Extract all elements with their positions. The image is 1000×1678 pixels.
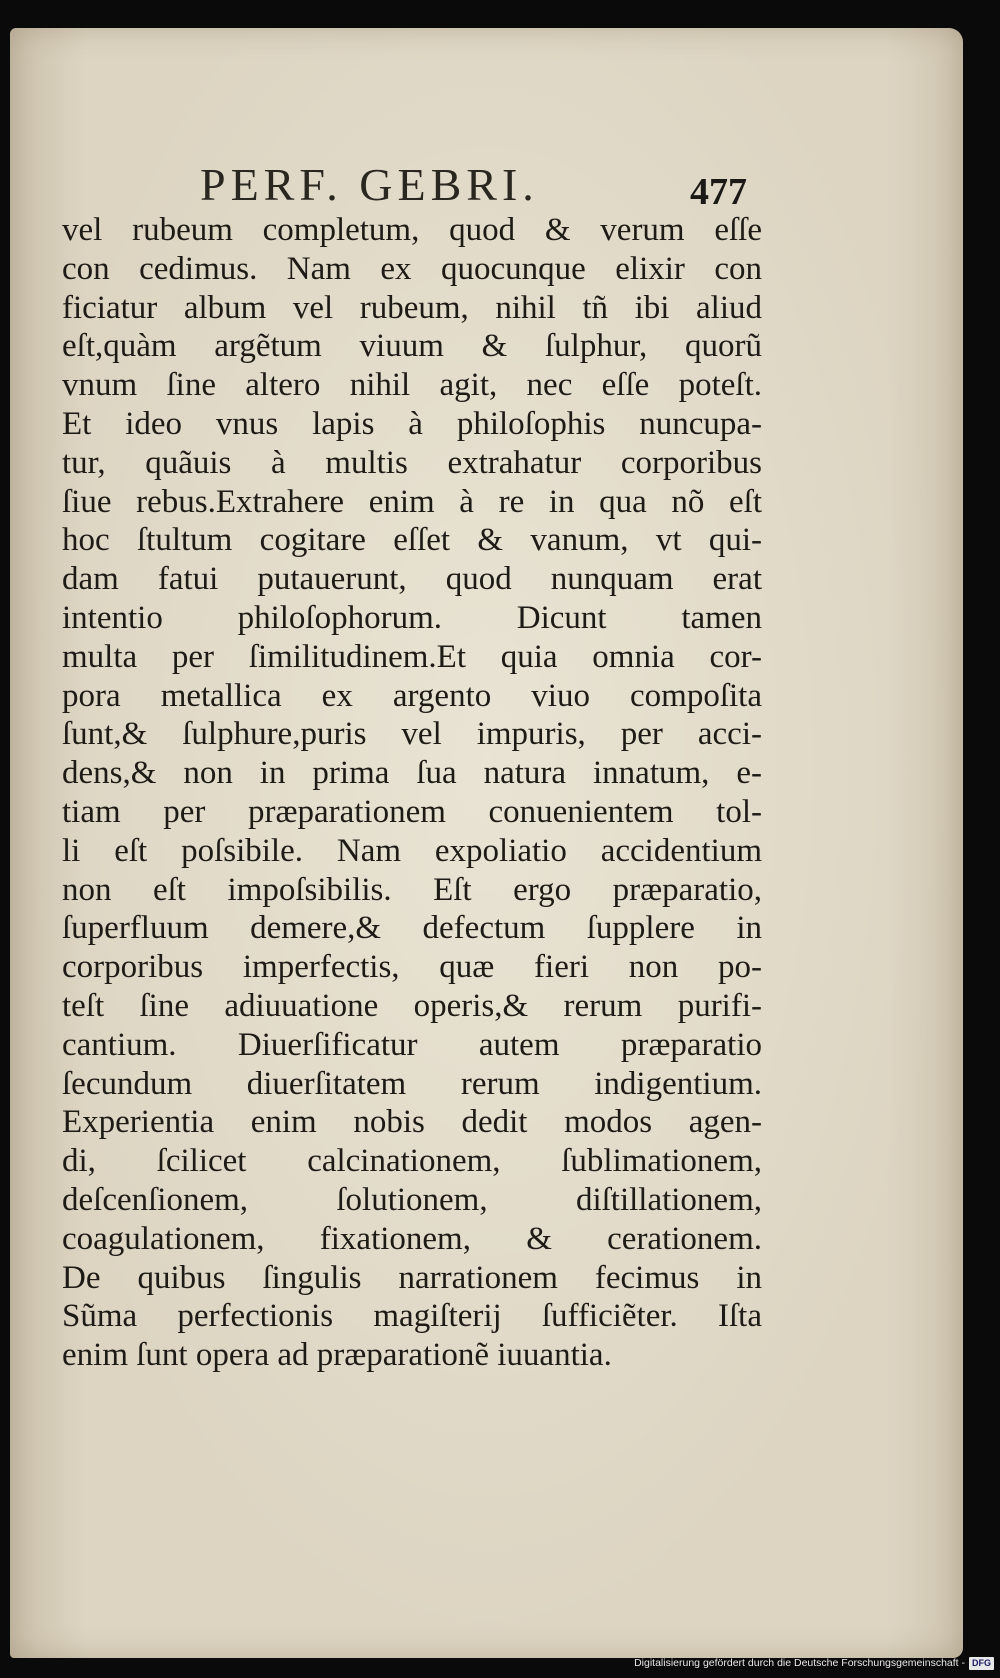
text-line: De quibus ſingulis narrationem fecimus in: [62, 1259, 762, 1296]
text-line: multa per ſimilitudinem.Et quia omnia cor-: [62, 638, 762, 675]
body-text: [62, 211, 762, 1375]
text-line: coagulationem, fixationem, & cerationem.: [62, 1220, 762, 1257]
text-line: ſecundum diuerſitatem rerum indigentium.: [62, 1065, 762, 1102]
text-line: dens,& non in prima ſua natura innatum, e-: [62, 755, 762, 792]
text-line: Sũma perfectionis magiſterij ſufficiẽter. Iſta: [62, 1298, 762, 1335]
text-line: con cedimus. Nam ex quocunque elixir con: [62, 250, 762, 287]
text-line: Experientia enim nobis dedit modos agen-: [62, 1104, 762, 1141]
text-line: ſiue rebus.Extrahere enim à re in qua nõ eſt: [62, 483, 762, 520]
text-line: ſuperfluum demere,& defectum ſupplere in: [62, 910, 762, 947]
text-line: li eſt poſsibile. Nam expoliatio accidentium: [62, 832, 762, 869]
book-page: [10, 28, 963, 1658]
text-line: teſt ſine adiuuatione operis,& rerum purifi-: [62, 987, 762, 1024]
digitization-credit: [634, 1656, 994, 1670]
text-line: intentio philoſophorum. Dicunt tamen: [62, 599, 762, 636]
credit-text: Digitalisierung gefördert durch die Deutsche Forschungsgemeinschaft -: [634, 1657, 965, 1669]
text-line: cantium. Diuerſificatur autem præparatio: [62, 1026, 762, 1063]
text-line: pora metallica ex argento viuo compoſita: [62, 677, 762, 714]
page-number: 477: [690, 171, 747, 213]
text-line: di, ſcilicet calcinationem, ſublimationem,: [62, 1143, 762, 1180]
text-line: tur, quãuis à multis extrahatur corporibus: [62, 444, 762, 481]
text-line: vnum ſine altero nihil agit, nec eſſe poteſt.: [62, 367, 762, 404]
text-line: tiam per præparationem conuenientem tol-: [62, 793, 762, 830]
text-line: enim ſunt opera ad præparationẽ iuuantia.: [62, 1337, 612, 1374]
text-line: dam fatui putauerunt, quod nunquam erat: [62, 561, 762, 598]
text-line: hoc ſtultum cogitare eſſet & vanum, vt qui-: [62, 522, 762, 559]
text-line: ficiatur album vel rubeum, nihil tñ ibi aliud: [62, 289, 762, 326]
running-header: PERF. GEBRI.: [200, 159, 539, 210]
text-line: vel rubeum completum, quod & verum eſſe: [62, 212, 762, 248]
text-line: ſunt,& ſulphure,puris vel impuris, per acci-: [62, 716, 762, 753]
text-line: eſt,quàm argẽtum viuum & ſulphur, quorũ: [62, 328, 762, 365]
text-line: non eſt impoſsibilis. Eſt ergo præparatio,: [62, 871, 762, 908]
text-line: Et ideo vnus lapis à philoſophis nuncupa-: [62, 405, 762, 442]
text-line: deſcenſionem, ſolutionem, diſtillationem,: [62, 1181, 762, 1218]
dfg-logo: DFG: [969, 1657, 994, 1670]
text-line: corporibus imperfectis, quæ fieri non po-: [62, 949, 762, 986]
